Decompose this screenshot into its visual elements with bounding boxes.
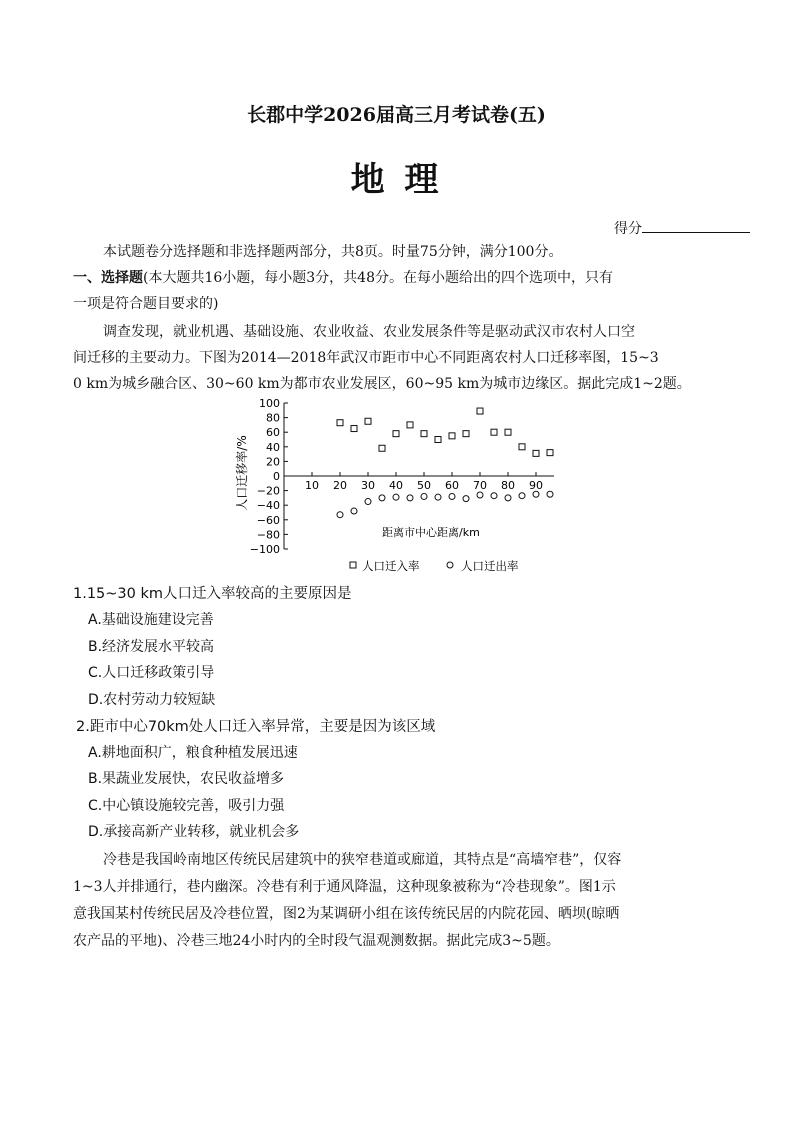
in-rate-point (351, 426, 357, 432)
passage1-line3: 0 km为城乡融合区、30~60 km为都市农业发展区，60~95 km为城市边缘区。据此完成1~2题。 (73, 376, 691, 392)
in-rate-point (463, 431, 469, 437)
out-rate-point (365, 499, 371, 505)
y-axis-label: 人口迁移率/% (235, 435, 249, 511)
out-rate-point (505, 495, 511, 501)
in-rate-point (547, 450, 553, 456)
in-rate-point (533, 450, 539, 456)
migration-rate-chart (232, 398, 562, 580)
out-rate-point (379, 495, 385, 501)
section1-label: 一、选择题 (73, 270, 143, 286)
passage2-line4: 农产品的平地)、冷巷三地24小时内的全时段气温观测数据。据此完成3~5题。 (73, 933, 560, 949)
question-2-stem: 2.距市中心70km处人口迁入率异常，主要是因为该区域 (76, 719, 436, 735)
in-rate-point (421, 431, 427, 437)
question-1-option-a: A.基础设施建设完善 (88, 612, 214, 628)
in-rate-point (379, 445, 385, 451)
x-tick-label: 70 (473, 479, 487, 492)
out-rate-point (491, 493, 497, 499)
in-rate-point (407, 422, 413, 428)
legend-in-label: 人口迁入率 (362, 559, 420, 573)
question-1-stem: 1.15~30 km人口迁入率较高的主要原因是 (73, 586, 352, 602)
subject-title: 地 理 (350, 160, 443, 200)
y-tick-label: −60 (256, 513, 280, 527)
question-1-option-b: B.经济发展水平较高 (88, 639, 215, 655)
score-label: 得分 (614, 221, 642, 237)
out-rate-point (547, 491, 553, 497)
question-1-option-c: C.人口迁移政策引导 (88, 665, 215, 681)
x-tick-label: 40 (389, 479, 403, 492)
out-rate-point (407, 495, 413, 501)
in-rate-point (435, 437, 441, 443)
y-tick-label: 20 (266, 455, 280, 469)
section1-instructions: (本大题共16小题，每小题3分，共48分。在每小题给出的四个选项中，只有 (143, 270, 613, 286)
out-rate-point (435, 494, 441, 500)
x-tick-label: 30 (361, 479, 375, 492)
x-tick-label: 20 (333, 479, 347, 492)
question-2-option-b: B.果蔬业发展快，农民收益增多 (88, 771, 285, 787)
x-tick-label: 80 (501, 479, 515, 492)
in-rate-point (477, 408, 483, 414)
x-tick-label: 10 (305, 479, 319, 492)
question-2-option-d: D.承接高新产业转移，就业机会多 (88, 824, 300, 840)
out-rate-point (519, 493, 525, 499)
y-tick-label: 80 (266, 411, 280, 425)
passage2-line2: 1~3人并排通行，巷内幽深。冷巷有利于通风降温，这种现象被称为“冷巷现象”。图1示 (73, 879, 616, 895)
legend-circle-marker (447, 562, 453, 568)
in-rate-point (449, 433, 455, 439)
score-blank (642, 220, 750, 233)
y-tick-label: 0 (273, 470, 280, 483)
section1-instructions-cont: 一项是符合题目要求的) (73, 296, 219, 312)
out-rate-point (533, 491, 539, 497)
out-rate-point (449, 493, 455, 499)
out-rate-point (421, 493, 427, 499)
out-rate-point (351, 508, 357, 514)
exam-title: 长郡中学2026届高三月考试卷(五) (247, 104, 546, 126)
y-tick-label: 100 (259, 398, 280, 410)
out-rate-point (337, 512, 343, 518)
y-tick-label: 60 (266, 426, 280, 440)
y-tick-label: −100 (249, 543, 280, 556)
x-axis-label: 距离市中心距离/km (382, 526, 480, 539)
score-field (614, 218, 750, 238)
out-rate-point (477, 492, 483, 498)
legend (350, 559, 519, 573)
y-tick-label: 40 (266, 440, 280, 454)
x-tick-label: 60 (445, 479, 459, 492)
passage1-line2: 间迁移的主要动力。下图为2014—2018年武汉市距市中心不同距离农村人口迁移率图，15~3 (73, 350, 659, 366)
legend-out-label: 人口迁出率 (461, 559, 519, 573)
y-tick-label: −20 (256, 484, 280, 498)
y-tick-label: −80 (256, 528, 280, 542)
out-rate-point (393, 494, 399, 500)
legend-square-marker (350, 562, 356, 568)
x-tick-label: 90 (529, 479, 543, 492)
question-1-option-d: D.农村劳动力较短缺 (88, 692, 216, 708)
passage2-line3: 意我国某村传统民居及冷巷位置，图2为某调研小组在该传统民居的内院花园、晒坝(晾晒 (73, 906, 620, 922)
in-rate-point (393, 431, 399, 437)
passage1-line1: 调查发现，就业机遇、基础设施、农业收益、农业发展条件等是驱动武汉市农村人口空 (103, 324, 635, 340)
in-rate-point (491, 429, 497, 435)
x-tick-label: 50 (417, 479, 431, 492)
section1-heading (73, 265, 613, 291)
y-tick-label: −40 (256, 499, 280, 513)
in-rate-point (505, 429, 511, 435)
passage2-line1: 冷巷是我国岭南地区传统民居建筑中的狭窄巷道或廊道，其特点是“高墙窄巷”，仅容 (103, 852, 622, 868)
intro-text: 本试题卷分选择题和非选择题两部分，共8页。时量75分钟，满分100分。 (103, 244, 563, 260)
in-rate-point (365, 418, 371, 424)
in-rate-point (337, 420, 343, 426)
out-rate-point (463, 496, 469, 502)
question-2-option-a: A.耕地面积广，粮食种植发展迅速 (88, 745, 298, 761)
question-2-option-c: C.中心镇设施较完善，吸引力强 (88, 798, 285, 814)
in-rate-point (519, 444, 525, 450)
